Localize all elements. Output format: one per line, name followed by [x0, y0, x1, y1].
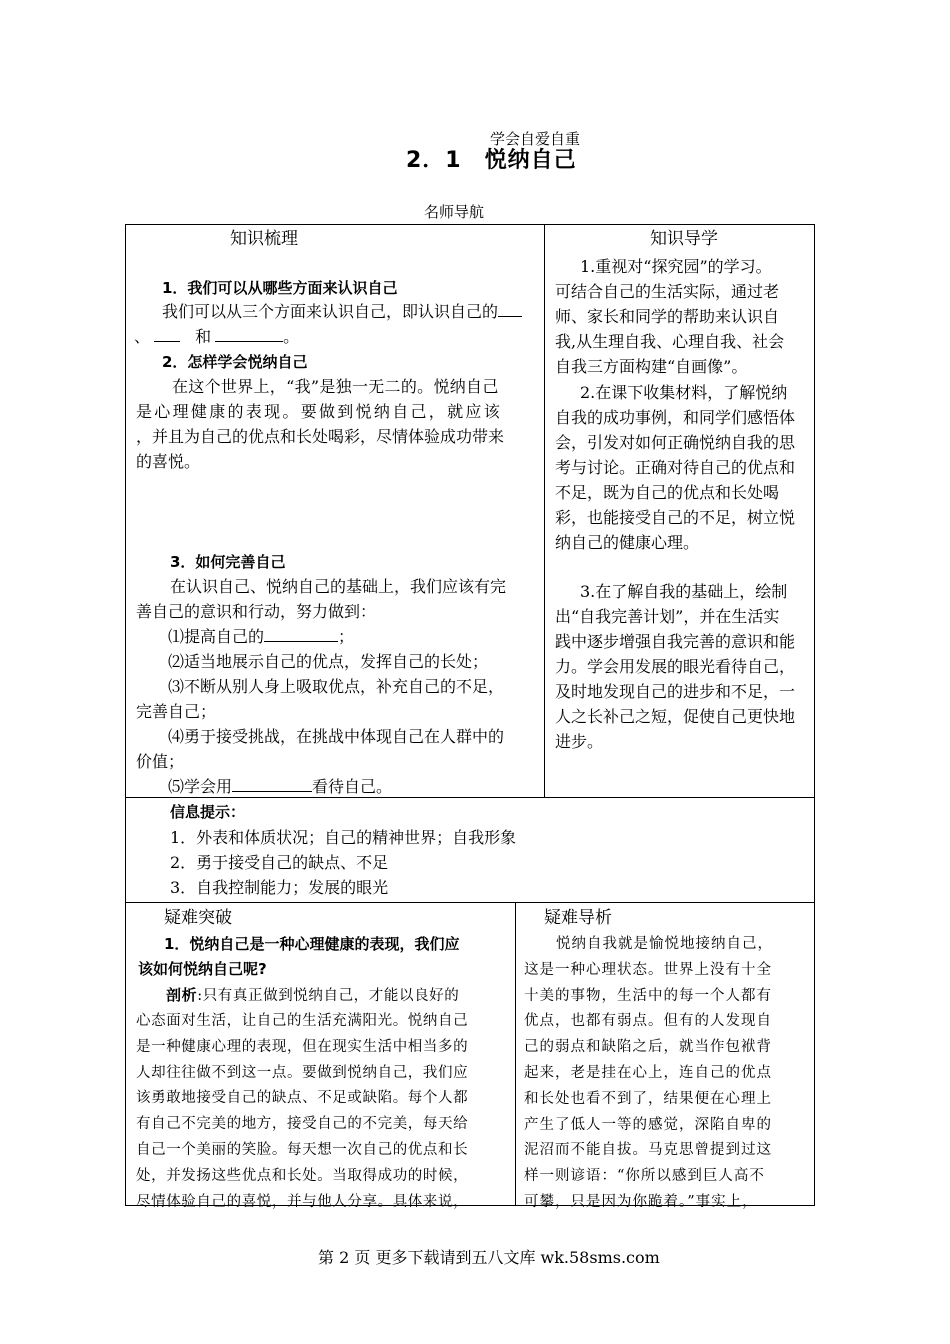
q1-text-d: 。 — [283, 327, 300, 346]
q1-text-a: 我们可以从三个方面来认识自己，即认识自己的 — [162, 302, 499, 321]
page-footer: 第 2 页 更多下载请到五八文库 wk.58sms.com — [318, 1248, 660, 1267]
guide-line: 会，引发对如何正确悦纳自我的思 — [555, 433, 796, 452]
row3-divider — [515, 902, 516, 1206]
guide-line: 不足，既为自己的优点和长处喝 — [555, 483, 780, 502]
table-left-border — [125, 224, 126, 1206]
q3-item-1 — [168, 624, 354, 649]
hint-item-3: 3．自我控制能力；发展的眼光 — [170, 878, 389, 897]
section-label: 名师导航 — [424, 203, 485, 221]
q1-title: 1．我们可以从哪些方面来认识自己 — [162, 279, 398, 297]
difficulty-guide-line: 己的弱点和缺陷之后，就当作包袱背 — [524, 1039, 772, 1056]
guide-heading: 知识导学 — [650, 229, 718, 249]
guide-line: 进步。 — [555, 732, 604, 751]
analysis-line: 心态面对生活，让自己的生活充满阳光。悦纳自己 — [136, 1013, 469, 1029]
guide-line: 3.在了解自我的基础上，绘制 — [580, 582, 788, 601]
table-right-border — [814, 224, 815, 1206]
difficulty-guide-line: 和长处也看不到了，结果便在心理上 — [524, 1090, 772, 1107]
guide-line: 考与讨论。正确对待自己的优点和 — [555, 458, 796, 477]
analysis-first-text: :只有真正做到悦纳自己，才能以良好的 — [197, 988, 460, 1004]
q3-item-2: ⑵适当地展示自己的优点，发挥自己的长处； — [168, 652, 489, 671]
row1-divider — [544, 224, 545, 798]
difficulty-guide-line: 优点，也都有弱点。但有的人发现自 — [524, 1013, 772, 1030]
q2-line-4: 的喜悦。 — [136, 452, 201, 471]
unit-title: 学会自爱自重 — [490, 130, 581, 148]
q1-blank-3 — [215, 325, 283, 342]
guide-line: 我,从生理自我、心理自我、社会 — [555, 332, 785, 351]
q3-item-4a: ⑷勇于接受挑战，在挑战中体现自己在人群中的 — [168, 727, 505, 746]
q1-blank-2 — [154, 325, 180, 342]
guide-line: 彩，也能接受自己的不足，树立悦 — [555, 508, 796, 527]
q3-item-3a: ⑶不断从别人身上吸取优点，补充自己的不足， — [168, 677, 505, 696]
guide-line: 出“自我完善计划”，并在生活实 — [555, 607, 780, 626]
guide-line: 可结合自己的生活实际，通过老 — [555, 282, 780, 301]
hint-item-2: 2．勇于接受自己的缺点、不足 — [170, 853, 389, 872]
q3-intro-1: 在认识自己、悦纳自己的基础上，我们应该有完 — [170, 577, 507, 596]
analysis-line: 人却往往做不到这一点。要做到悦纳自己，我们应 — [136, 1064, 469, 1081]
analysis-line: 有自己不完美的地方，接受自己的不完美，每天给 — [136, 1116, 469, 1133]
row2-bottom — [125, 902, 815, 903]
guide-line: 师、家长和同学的帮助来认识自 — [555, 307, 780, 326]
q3-intro-2: 善自己的意识和行动，努力做到： — [136, 602, 377, 621]
analysis-line: 是一种健康心理的表现，但在现实生活中相当多的 — [136, 1038, 469, 1055]
guide-line: 自我的成功事例，和同学们感悟体 — [555, 408, 796, 427]
lesson-title: 2．1 悦纳自己 — [406, 148, 577, 173]
knowledge-heading: 知识梳理 — [230, 229, 298, 249]
analysis-line: 尽情体验自己的喜悦，并与他人分享。具体来说， — [136, 1193, 469, 1210]
guide-line: 纳自己的健康心理。 — [555, 533, 700, 552]
difficulty-guide-line: 可攀，只是因为你跪着。”事实上， — [524, 1194, 758, 1210]
analysis-line: 处，并发扬这些优点和长处。当取得成功的时候， — [136, 1167, 469, 1184]
q3-item-4b: 价值； — [136, 752, 185, 771]
q3-blank-2 — [232, 775, 312, 792]
guide-line: 1.重视对“探究园”的学习。 — [580, 257, 772, 276]
guide-line: 2.在课下收集材料，了解悦纳 — [580, 383, 788, 402]
q3-item-3b: 完善自己； — [136, 702, 217, 721]
analysis-line: 自己一个美丽的笑脸。每天想一次自己的优点和长 — [136, 1142, 469, 1158]
q3-item1-b: ； — [338, 627, 355, 646]
difficulty-guide-heading: 疑难导析 — [544, 908, 612, 928]
q3-item-5 — [168, 774, 392, 799]
q1-text-line2 — [134, 324, 299, 349]
analysis-label: 剖析 — [166, 986, 198, 1004]
difficulty-guide-line: 泥沼而不能自拔。马克思曾提到过这 — [524, 1142, 772, 1159]
difficulty-guide-line: 产生了低人一等的感觉，深陷自卑的 — [524, 1116, 772, 1133]
difficulty-heading: 疑难突破 — [164, 908, 232, 928]
difficulty-guide-line: 这是一种心理状态。世界上没有十全 — [524, 961, 772, 978]
hint-item-1: 1．外表和体质状况；自己的精神世界；自我形象 — [170, 828, 517, 847]
guide-line: 自我三方面构建“自画像”。 — [555, 357, 748, 376]
guide-line: 力。学会用发展的眼光看待自己， — [555, 657, 796, 676]
q2-line-1: 在这个世界上，“我”是独一无二的。悦纳自己 — [172, 377, 499, 396]
q2-line-3: ，并且为自己的优点和长处喝彩，尽情体验成功带来 — [136, 427, 505, 446]
q3-item5-a: ⑸学会用 — [168, 777, 233, 796]
guide-line: 人之长补己之短，促使自己更快地 — [555, 707, 796, 726]
guide-line: 及时地发现自己的进步和不足，一 — [555, 682, 796, 701]
q2-title: 2．怎样学会悦纳自己 — [162, 353, 308, 371]
difficulty-guide-line: 样一则谚语：“你所以感到巨人高不 — [524, 1168, 765, 1185]
q3-title: 3．如何完善自己 — [170, 553, 286, 571]
table-top-border — [125, 224, 815, 225]
difficulty-question-2: 该如何悦纳自己呢? — [138, 960, 267, 978]
guide-line: 践中逐步增强自我完善的意识和能 — [555, 632, 796, 651]
analysis-line: 该勇敢地接受自己的缺点、不足或缺陷。每个人都 — [136, 1090, 469, 1107]
analysis-first-line — [166, 983, 459, 1010]
difficulty-guide-line: 十美的事物，生活中的每一个人都有 — [524, 987, 772, 1004]
q2-line-2: 是心理健康的表现。要做到悦纳自己，就应该 — [136, 402, 503, 421]
difficulty-guide-line: 起来，老是挂在心上，连自己的优点 — [524, 1065, 772, 1081]
q1-text-b: 、 — [134, 327, 151, 346]
q1-text — [162, 299, 522, 324]
hints-title: 信息提示： — [170, 803, 246, 821]
q1-text-c: 和 — [195, 327, 212, 346]
q3-item1-a: ⑴提高自己的 — [168, 627, 265, 646]
difficulty-guide-line: 悦纳自我就是愉悦地接纳自己， — [556, 936, 773, 952]
q1-blank-1 — [498, 300, 522, 317]
difficulty-question-1: 1．悦纳自己是一种心理健康的表现，我们应 — [164, 935, 460, 953]
q3-blank-1 — [264, 625, 338, 642]
q3-item5-b: 看待自己。 — [312, 777, 393, 796]
